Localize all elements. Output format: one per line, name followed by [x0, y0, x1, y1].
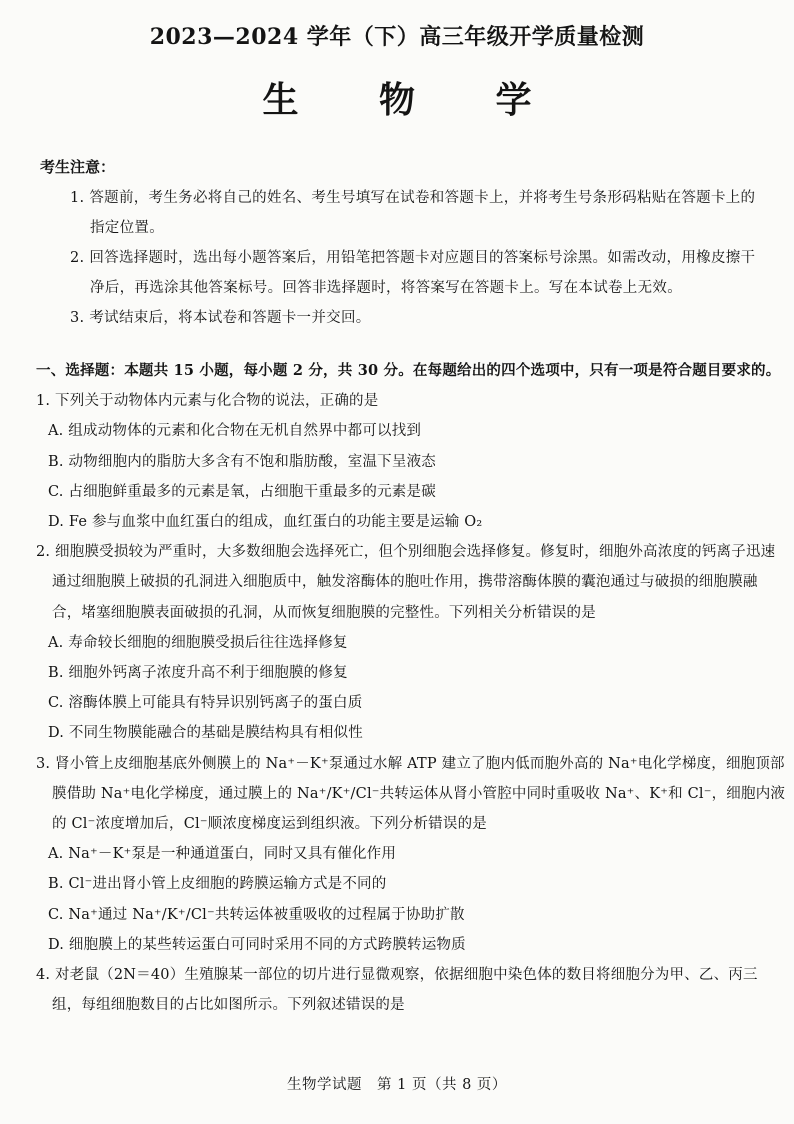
question-3	[36, 749, 786, 960]
option-d: D. 细胞膜上的某些转运蛋白可同时采用不同的方式跨膜转运物质	[48, 936, 466, 953]
option-c: C. 溶酶体膜上可能具有特异识别钙离子的蛋白质	[48, 695, 363, 712]
option-d: D. Fe 参与血浆中血红蛋白的组成，血红蛋白的功能主要是运输 O₂	[48, 514, 483, 531]
option-a: A. 寿命较长细胞的细胞膜受损后往往选择修复	[48, 634, 348, 651]
question-section	[36, 356, 786, 1020]
notice-item: 2. 回答选择题时，选出每小题答案后，用铅笔把答题卡对应题目的答案标号涂黑。如需改动，用橡皮擦干净后，再选涂其他答案标号。回答非选择题时，将答案写在答题卡上。写在本试卷上无效。	[70, 250, 756, 296]
notice-item: 3. 考试结束后，将本试卷和答题卡一并交回。	[70, 310, 371, 326]
question-stem: 3. 肾小管上皮细胞基底外侧膜上的 Na⁺－K⁺泵通过水解 ATP 建立了胞内低而胞外高的 Na⁺电化学梯度，细胞顶部膜借助 Na⁺电化学梯度，通过膜上的 Na⁺/K⁺/Cl⁻共转运体从肾小管腔中同时重吸收 Na⁺、K⁺和 Cl⁻，细胞内液的 Cl⁻浓度增加后，Cl⁻顺浓度梯度运到组织液。下列分析错误的是	[36, 755, 786, 833]
question-2	[36, 537, 786, 748]
option-a: A. Na⁺－K⁺泵是一种通道蛋白，同时又具有催化作用	[48, 846, 397, 863]
notice-item: 1. 答题前，考生务必将自己的姓名、考生号填写在试卷和答题卡上，并将考生号条形码粘贴在答题卡上的指定位置。	[70, 190, 756, 236]
option-b: B. Cl⁻进出肾小管上皮细胞的跨膜运输方式是不同的	[48, 876, 387, 893]
page-footer: 生物学试题 第 1 页（共 8 页）	[287, 1077, 507, 1093]
subject-title: 生 物 学	[262, 80, 566, 121]
exam-title: 2023—2024 学年（下）高三年级开学质量检测	[149, 24, 645, 50]
notice-list	[40, 183, 770, 333]
question-stem: 1. 下列关于动物体内元素与化合物的说法，正确的是	[36, 393, 379, 410]
option-b: B. 细胞外钙离子浓度升高不利于细胞膜的修复	[48, 665, 348, 682]
option-d: D. 不同生物膜能融合的基础是膜结构具有相似性	[48, 725, 363, 742]
notice-heading: 考生注意：	[40, 158, 116, 176]
question-stem: 4. 对老鼠（2N＝40）生殖腺某一部位的切片进行显微观察，依据细胞中染色体的数目将细胞分为甲、乙、丙三组，每组细胞数目的占比如图所示。下列叙述错误的是	[36, 967, 758, 1014]
section-heading: 一、选择题：本题共 15 小题，每小题 2 分，共 30 分。在每题给出的四个选项中，只有一项是符合题目要求的。	[36, 362, 781, 379]
option-c: C. Na⁺通过 Na⁺/K⁺/Cl⁻共转运体被重吸收的过程属于协助扩散	[48, 906, 465, 923]
option-b: B. 动物细胞内的脂肪大多含有不饱和脂肪酸，室温下呈液态	[48, 453, 436, 470]
question-4	[36, 960, 786, 1020]
question-1	[36, 386, 786, 537]
option-c: C. 占细胞鲜重最多的元素是氧，占细胞干重最多的元素是碳	[48, 483, 436, 500]
question-stem: 2. 细胞膜受损较为严重时，大多数细胞会选择死亡，但个别细胞会选择修复。修复时，细胞外高浓度的钙离子迅速通过细胞膜上破损的孔洞进入细胞质中，触发溶酶体的胞吐作用，携带溶酶体膜的囊泡通过与破损的细胞膜融合，堵塞细胞膜表面破损的孔洞，从而恢复细胞膜的完整性。下列相关分析错误的是	[36, 544, 776, 621]
option-a: A. 组成动物体的元素和化合物在无机自然界中都可以找到	[48, 423, 422, 440]
